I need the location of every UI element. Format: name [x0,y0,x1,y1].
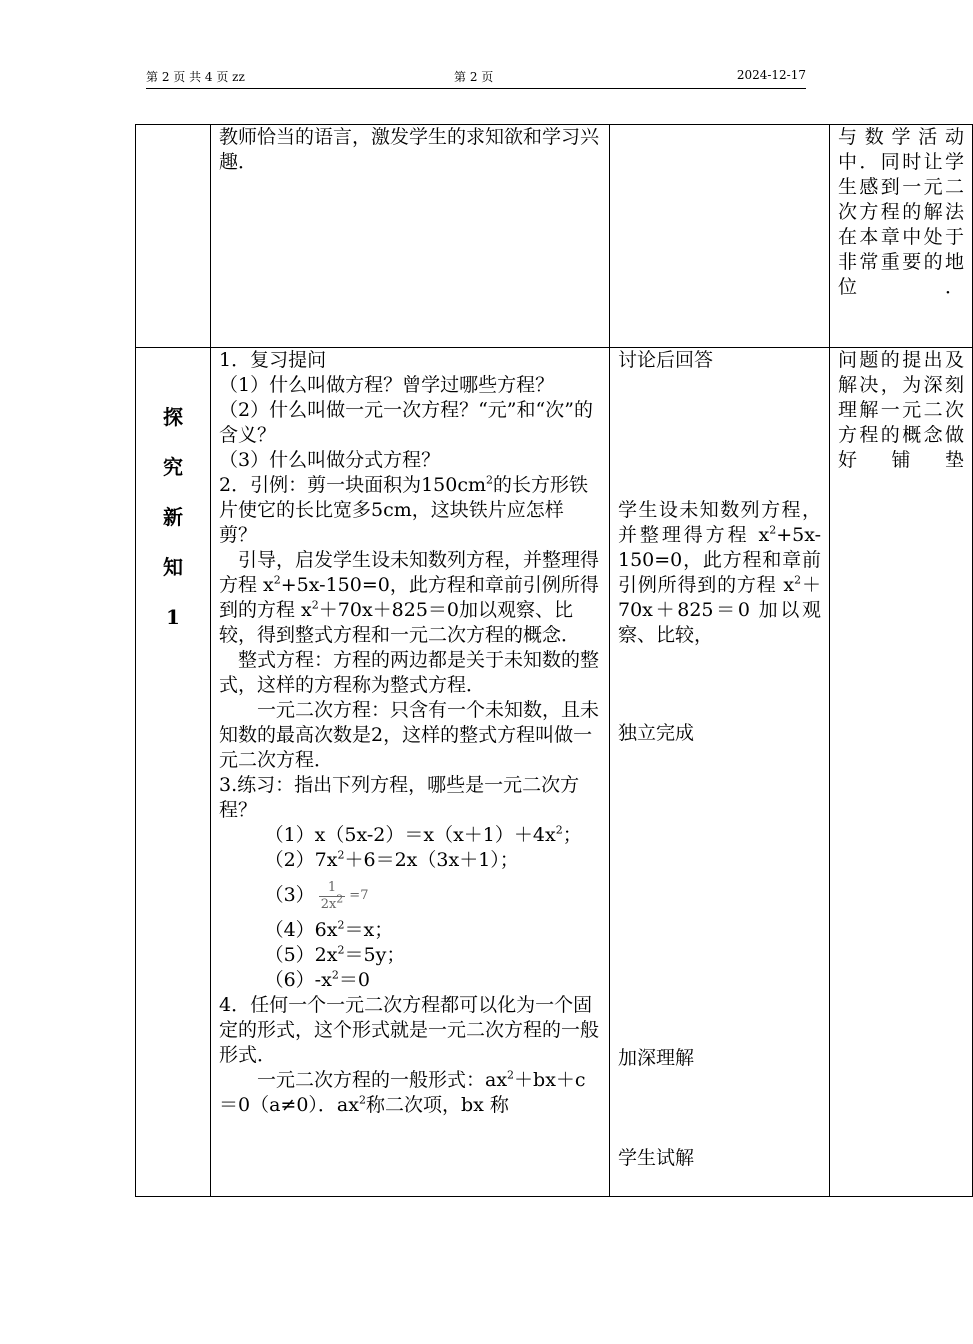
exercise-item [219,968,601,993]
definition-integral-equation: 整式方程：方程的两边都是关于未知数的整式，这样的方程称为整式方程． [219,649,600,696]
student-activity: 加深理解 [618,1047,695,1069]
stage-char: 新 [163,505,183,529]
spacer [618,746,821,1046]
page-header [146,66,806,89]
student-activity [618,498,821,648]
header-page-number: 第 2 页 [454,70,494,84]
superscript: 2 [273,573,281,587]
superscript: 2 [336,892,344,906]
text-run: ＋70x＋825＝0加以观察、比较，得到整式方程和一元二次方程的概念． [219,599,581,646]
text-run: 称二次项，bx 称 [365,1094,509,1116]
text-run: ＋6＝2x（3x＋1）； [344,849,519,871]
general-form-definition [219,1068,601,1118]
text-run: （1）x（5x-2）＝x（x＋1）＋4x [264,824,556,846]
exercise-item [219,918,601,943]
header-page-count: 第 2 页 共 4 页 zz [146,70,245,84]
stage-cell [136,348,211,1197]
table-row [136,348,973,1197]
superscript: 2 [337,918,345,932]
superscript: 2 [794,573,802,587]
spacer [618,648,821,721]
equation-rhs: =7 [349,888,369,903]
guide-paragraph [219,548,601,648]
superscript: 2 [769,523,777,537]
general-form-intro: 4．任何一个一元二次方程都可以化为一个固定的形式，这个形式就是一元二次方程的一般形式． [219,994,600,1066]
content-cell [211,348,610,1197]
table-row [136,125,973,348]
superscript: 2 [358,1093,366,1107]
text-run: ＋bx＋c＝0（a≠0）．ax [219,1069,586,1116]
text-run: ＝x； [344,919,394,941]
student-activity: 独立完成 [618,722,695,744]
stage-cell [136,125,211,348]
fraction-numerator: 1 [319,880,346,897]
student-activity: 学生试解 [618,1147,695,1169]
stage-label [144,348,202,642]
review-question: （2）什么叫做一元一次方程？“元”和“次”的含义？ [219,399,593,446]
superscript: 2 [486,473,494,487]
example-problem [219,473,601,548]
spacer [618,373,821,498]
superscript: 2 [555,823,563,837]
spacer [618,1071,821,1146]
content-cell [211,125,610,348]
text-run: 一元二次方程的一般形式：ax [257,1069,508,1091]
text-run: （4）6x [264,919,338,941]
stage-char: 探 [163,405,183,429]
stage-char: 知 [163,555,183,579]
stage-char: 1 [166,605,180,629]
superscript: 2 [311,598,319,612]
text-run: ＋70x＋825＝0 加以观察、比较， [618,574,821,646]
exercise-item [219,943,601,968]
student-activity-cell [610,348,830,1197]
review-question: （3）什么叫做分式方程？ [219,449,441,471]
exercise-item [219,823,601,848]
text-run: （5）2x [264,944,338,966]
text-run: ＝5y； [344,944,406,966]
student-activity: 讨论后回答 [618,349,714,371]
lesson-plan-table [135,124,973,1197]
text-run: 学生设未知数列方程，并整理得方程 x [618,499,821,546]
definition-quadratic-equation: 一元二次方程：只含有一个未知数，且未知数的最高次数是2，这样的整式方程叫做一元二次方程． [219,699,600,771]
text-run: （6）-x [264,969,332,991]
fraction [319,880,346,913]
content-text: 教师恰当的语言，激发学生的求知欲和学习兴趣． [219,126,600,173]
exercise-item [219,848,601,873]
text-run: +5x-150=0，此方程和章前引例所得到的方程 x [618,524,821,596]
review-question: （1）什么叫做方程？曾学过哪些方程？ [219,374,555,396]
purpose-cell [830,348,973,1197]
text-run: ＝0 [338,969,370,991]
header-date: 2024-12-17 [736,68,806,82]
superscript: 2 [337,848,345,862]
purpose-cell [830,125,973,348]
exercise-item [219,873,601,918]
text-run: 的长方形铁片使它的长比宽多5cm，这块铁片应怎样剪？ [219,474,589,546]
review-title: 1．复习提问 [219,349,327,371]
fraction-denominator [319,892,346,913]
text-run: （3） [264,884,315,906]
superscript: 2 [337,943,345,957]
text-run: ； [562,824,582,846]
exercise-title: 3.练习：指出下列方程，哪些是一元二次方程？ [219,774,580,821]
text-run: 2．引例：剪一块面积为150cm [219,474,487,496]
superscript: 2 [507,1068,515,1082]
superscript: 2 [331,968,339,982]
stage-char: 究 [163,455,183,479]
purpose-text: 问题的提出及解决，为深刻理解一元二次方程的概念做好铺垫 [838,349,964,471]
purpose-text: 与数学活动中．同时让学生感到一元二次方程的解法在本章中处于非常重要的地位． [838,126,964,298]
text-run: +5x-150=0，此方程和章前引例所得到的方程 x [219,574,599,621]
student-activity-cell [610,125,830,348]
text-run: （2）7x [264,849,338,871]
text-run: 引导，启发学生设未知数列方程，并整理得方程 x [219,549,600,596]
text-run: 2x [320,896,337,912]
